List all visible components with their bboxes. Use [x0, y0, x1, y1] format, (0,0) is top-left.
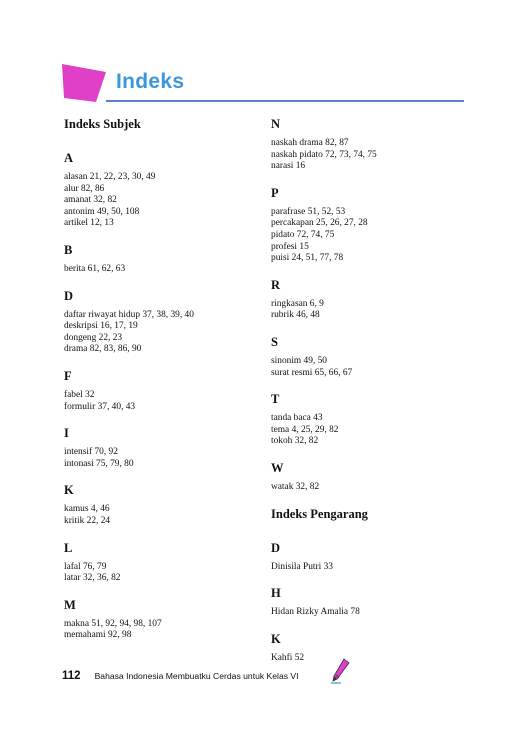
index-entry: parafrase 51, 52, 53: [271, 206, 346, 217]
subject-groups-right: [271, 117, 461, 494]
index-entry: puisi 24, 51, 77, 78: [271, 253, 344, 264]
left-column: [64, 117, 254, 655]
index-entry: watak 32, 82: [271, 481, 320, 492]
index-letter: N: [271, 117, 281, 131]
index-entry: Hidan Rizky Amalia 78: [271, 607, 360, 618]
index-entry-list: [271, 653, 461, 665]
index-letter: S: [271, 334, 278, 349]
index-entry: antonim 49, 50, 108: [64, 206, 140, 217]
index-entry: ringkasan 6, 9: [271, 298, 324, 309]
index-entry: latar 32, 36, 82: [64, 573, 121, 584]
index-letter: F: [64, 368, 72, 383]
subject-index-title: Indeks Subjek: [64, 117, 141, 131]
index-letter: R: [271, 277, 281, 292]
index-entry: fabel 32: [64, 389, 95, 400]
index-entry: makna 51, 92, 94, 98, 107: [64, 618, 162, 629]
page-number: 112: [62, 670, 81, 682]
index-entry: amanat 32, 82: [64, 195, 117, 206]
index-entry-list: [64, 264, 254, 276]
page-title: Indeks: [116, 70, 185, 93]
index-entry: dongeng 22, 23: [64, 332, 123, 343]
index-entry: tema 4, 25, 29, 82: [271, 424, 339, 435]
index-entry: pidato 72, 74, 75: [271, 229, 335, 240]
index-entry-list: [271, 482, 461, 494]
index-letter: B: [64, 242, 73, 257]
index-entry: lafal 76, 79: [64, 561, 107, 572]
index-entry-list: [271, 413, 461, 448]
index-entry: intonasi 75, 79, 80: [64, 458, 134, 469]
index-entry: berita 61, 62, 63: [64, 263, 126, 274]
index-entry: narasi 16: [271, 161, 306, 172]
footer: [62, 670, 299, 682]
index-entry: deskripsi 16, 17, 19: [64, 321, 138, 332]
index-entry: alur 82, 86: [64, 183, 105, 194]
index-letter: P: [271, 185, 279, 200]
index-entry: percakapan 25, 26, 27, 28: [271, 218, 368, 229]
index-entry: alasan 21, 22, 23, 30, 49: [64, 172, 156, 182]
index-entry-list: [271, 356, 461, 379]
index-entry: Dinisila Putri 33: [271, 561, 333, 572]
index-letter: I: [64, 426, 69, 441]
index-entry: daftar riwayat hidup 37, 38, 39, 40: [64, 309, 194, 320]
index-letter: L: [64, 540, 73, 555]
index-entry-list: [271, 138, 461, 173]
index-entry: intensif 70, 92: [64, 447, 118, 458]
index-entry-list: [64, 447, 254, 470]
index-entry: naskah pidato 72, 73, 74, 75: [271, 149, 377, 160]
index-entry: sinonim 49, 50: [271, 355, 327, 366]
index-entry-list: [271, 299, 461, 322]
index-letter: K: [271, 631, 281, 646]
index-letter: A: [64, 151, 74, 165]
index-letter: T: [271, 392, 280, 407]
index-entry-list: [64, 619, 254, 642]
index-letter: D: [64, 288, 74, 303]
index-letter: W: [271, 460, 284, 475]
index-entry: Kahfi 52: [271, 652, 305, 663]
header-shape-icon: [62, 64, 106, 102]
index-entry: kamus 4, 46: [64, 504, 110, 515]
index-entry: tanda baca 43: [271, 413, 323, 424]
index-entry-list: [64, 172, 254, 230]
index-entry-list: [64, 562, 254, 585]
index-letter: K: [64, 483, 74, 498]
author-groups: [271, 541, 461, 665]
index-entry: rubrik 46, 48: [271, 310, 320, 321]
header-rule: [106, 100, 464, 102]
author-index-title: Indeks Pengarang: [271, 506, 368, 521]
index-entry: memahami 92, 98: [64, 630, 132, 641]
subject-groups-left: [64, 151, 254, 642]
index-entry: profesi 15: [271, 241, 309, 252]
book-title: Bahasa Indonesia Membuatku Cerdas untuk Kelas VI: [94, 671, 299, 681]
index-entry-list: [64, 390, 254, 413]
index-letter: M: [64, 597, 76, 612]
index-letter: H: [271, 586, 281, 601]
index-entry-list: [64, 504, 254, 527]
index-entry: surat resmi 65, 66, 67: [271, 367, 353, 378]
index-entry-list: [271, 207, 461, 265]
index-entry-list: [64, 310, 254, 356]
right-column: [271, 117, 461, 677]
index-entry: formulir 37, 40, 43: [64, 401, 136, 412]
index-entry: naskah drama 82, 87: [271, 138, 349, 148]
index-entry: artikel 12, 13: [64, 218, 114, 229]
index-entry: drama 82, 83, 86, 90: [64, 344, 142, 355]
index-letter: D: [271, 540, 281, 555]
index-entry-list: [271, 562, 461, 574]
index-entry-list: [271, 607, 461, 619]
index-entry: kritik 22, 24: [64, 515, 111, 526]
index-entry: tokoh 32, 82: [271, 436, 319, 447]
pencil-icon: [329, 658, 351, 684]
